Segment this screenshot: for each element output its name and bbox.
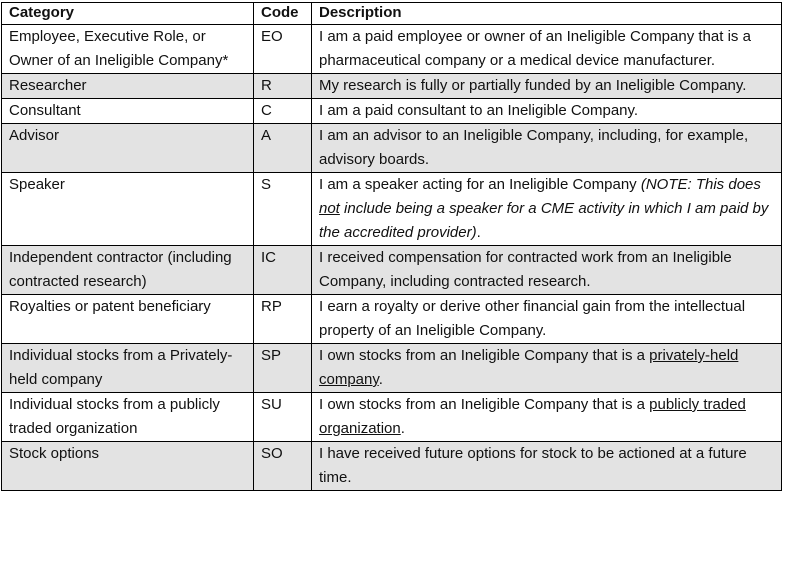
category-cell: Researcher — [2, 74, 254, 99]
code-cell: SP — [254, 344, 312, 393]
description-cell: I am a paid employee or owner of an Ineligible Company that is a pharmaceutical company or a medical device manufacturer. — [312, 25, 782, 74]
description-text: I own stocks from an Ineligible Company that is a — [319, 396, 650, 413]
category-cell: Speaker — [2, 173, 254, 246]
code-cell: C — [254, 99, 312, 124]
code-cell: A — [254, 124, 312, 173]
table-row — [2, 74, 782, 99]
category-cell: Individual stocks from a publicly traded organization — [2, 393, 254, 442]
header-description: Description — [312, 3, 782, 25]
description-cell — [312, 393, 782, 442]
code-cell: EO — [254, 25, 312, 74]
description-text: . — [476, 224, 481, 241]
category-cell: Advisor — [2, 124, 254, 173]
code-cell: R — [254, 74, 312, 99]
code-cell: SO — [254, 442, 312, 491]
underlined-term: privately-held company — [319, 347, 739, 388]
disclosure-category-table — [1, 2, 782, 491]
category-cell: Employee, Executive Role, or Owner of an Ineligible Company* — [2, 25, 254, 74]
category-cell: Royalties or patent beneficiary — [2, 295, 254, 344]
category-cell: Stock options — [2, 442, 254, 491]
note-part: include being a speaker for a CME activity in which I am paid by the accredited provider) — [319, 200, 769, 241]
table-row — [2, 124, 782, 173]
description-cell — [312, 344, 782, 393]
description-cell: I earn a royalty or derive other financial gain from the intellectual property of an Ineligible Company. — [312, 295, 782, 344]
description-text: I own stocks from an Ineligible Company that is a — [319, 347, 650, 364]
category-cell: Consultant — [2, 99, 254, 124]
code-cell: S — [254, 173, 312, 246]
code-cell: IC — [254, 246, 312, 295]
header-code: Code — [254, 3, 312, 25]
code-cell: SU — [254, 393, 312, 442]
description-cell: I have received future options for stock to be actioned at a future time. — [312, 442, 782, 491]
underlined-term: publicly traded organization — [319, 396, 746, 437]
description-cell: I am a paid consultant to an Ineligible Company. — [312, 99, 782, 124]
emphasis-underline: not — [319, 200, 340, 217]
table-row — [2, 99, 782, 124]
table-row — [2, 25, 782, 74]
description-text: . — [378, 371, 383, 388]
table-row — [2, 393, 782, 442]
header-category: Category — [2, 3, 254, 25]
description-text: I am a speaker acting for an Ineligible Company — [319, 176, 641, 193]
table-row — [2, 442, 782, 491]
table-row — [2, 246, 782, 295]
category-cell: Independent contractor (including contracted research) — [2, 246, 254, 295]
code-cell: RP — [254, 295, 312, 344]
category-cell: Individual stocks from a Privately-held company — [2, 344, 254, 393]
table-row — [2, 344, 782, 393]
description-cell: I received compensation for contracted work from an Ineligible Company, including contracted research. — [312, 246, 782, 295]
description-cell: My research is fully or partially funded by an Ineligible Company. — [312, 74, 782, 99]
description-text: . — [400, 420, 405, 437]
header-row — [2, 3, 782, 25]
table-row — [2, 173, 782, 246]
note-part: (NOTE: This does — [640, 176, 761, 193]
description-cell — [312, 173, 782, 246]
table-row — [2, 295, 782, 344]
description-cell: I am an advisor to an Ineligible Company, including, for example, advisory boards. — [312, 124, 782, 173]
